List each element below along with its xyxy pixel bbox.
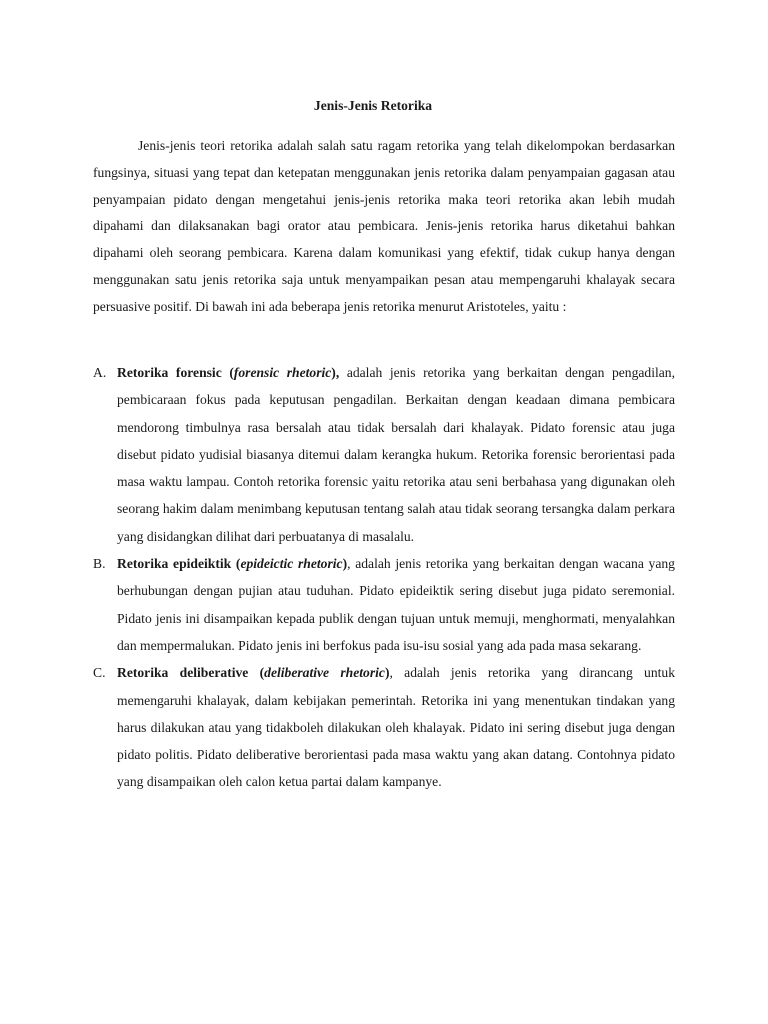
- item-description: , adalah jenis retorika yang berkaitan dengan wacana yang berhubungan dengan pujian atau tuduhan. Pidato epideiktik sering disebut juga pidato seremonial. Pidato jenis ini disampaikan kepada publik dengan tujuan untuk memuji, menghormati, menyalahkan dan mempermalukan. Pidato jenis ini berfokus pada isu-isu sosial yang ada pada masa sekarang.: [117, 556, 675, 653]
- list-item-forensic: [93, 359, 675, 550]
- rhetoric-types-list: [93, 359, 675, 796]
- intro-paragraph: Jenis-jenis teori retorika adalah salah satu ragam retorika yang telah dikelompokan berdasarkan fungsinya, situasi yang tepat dan ketepatan menggunakan jenis retorika dalam penyampaian gagasan atau penyampaian pidato dengan mengetahui jenis-jenis retorika maka teori retorika akan lebih mudah dipahami dan dilaksanakan bagi orator atau pembicara. Jenis-jenis retorika harus diketahui bahkan dipahami oleh seorang pembicara. Karena dalam komunikasi yang efektif, tidak cukup hanya dengan menggunakan satu jenis retorika saja untuk menyampaikan pesan atau mempengaruhi khalayak secara persuasive positif. Di bawah ini ada beberapa jenis retorika menurut Aristoteles, yaitu :: [93, 138, 675, 314]
- document-title: Jenis-Jenis Retorika: [313, 98, 433, 113]
- item-term: Retorika forensic: [117, 365, 222, 380]
- list-item-epideictic: [93, 550, 675, 659]
- item-paren-close: ),: [331, 365, 340, 380]
- list-marker: A.: [93, 365, 107, 380]
- item-description: adalah jenis retorika yang berkaitan dengan pengadilan, pembicaraan fokus pada keputusan pengadilan. Berkaitan dengan keadaan dimana pembicara mendorong timbulnya rasa bersalah atau tidak bersalah dari khalayak. Pidato forensic atau juga disebut pidato yudisial biasanya ditemui dalam kerangka hukum. Retorika forensic berorientasi pada masa waktu lampau. Contoh retorika forensic yaitu retorika atau seni berbahasa yang digunakan oleh seorang hakim dalam menimbang keputusan tentang salah atau tidak seorang tersangka dalam perkara yang disidangkan dilihat dari perbuatanya di masalalu.: [117, 365, 675, 544]
- item-term: Retorika deliberative: [117, 665, 249, 681]
- item-description: , adalah jenis retorika yang dirancang untuk memengaruhi khalayak, dalam kebijakan pemerintah. Retorika ini yang menentukan tindakan yang harus dilakukan atau yang tidakboleh dilakukan oleh khalayak. Pidato ini sering disebut juga dengan pidato politis. Pidato deliberative berorientasi pada masa waktu yang akan datang. Contohnya pidato yang disampaikan oleh calon ketua partai dalam kampanye.: [117, 665, 676, 790]
- item-term: Retorika epideiktik: [117, 556, 232, 572]
- item-paren-open: (: [221, 365, 234, 380]
- list-marker: B.: [93, 556, 106, 572]
- item-paren-open: (: [231, 556, 241, 572]
- item-term-english: forensic rhetoric: [233, 365, 332, 380]
- list-marker: C.: [93, 665, 106, 681]
- item-paren-open: (: [248, 665, 265, 681]
- list-item-deliberative: [93, 659, 675, 795]
- item-paren-close: ): [342, 556, 348, 572]
- item-term-english: deliberative rhetoric: [264, 665, 385, 681]
- item-paren-close: ): [384, 665, 390, 681]
- item-term-english: epideictic rhetoric: [240, 556, 343, 572]
